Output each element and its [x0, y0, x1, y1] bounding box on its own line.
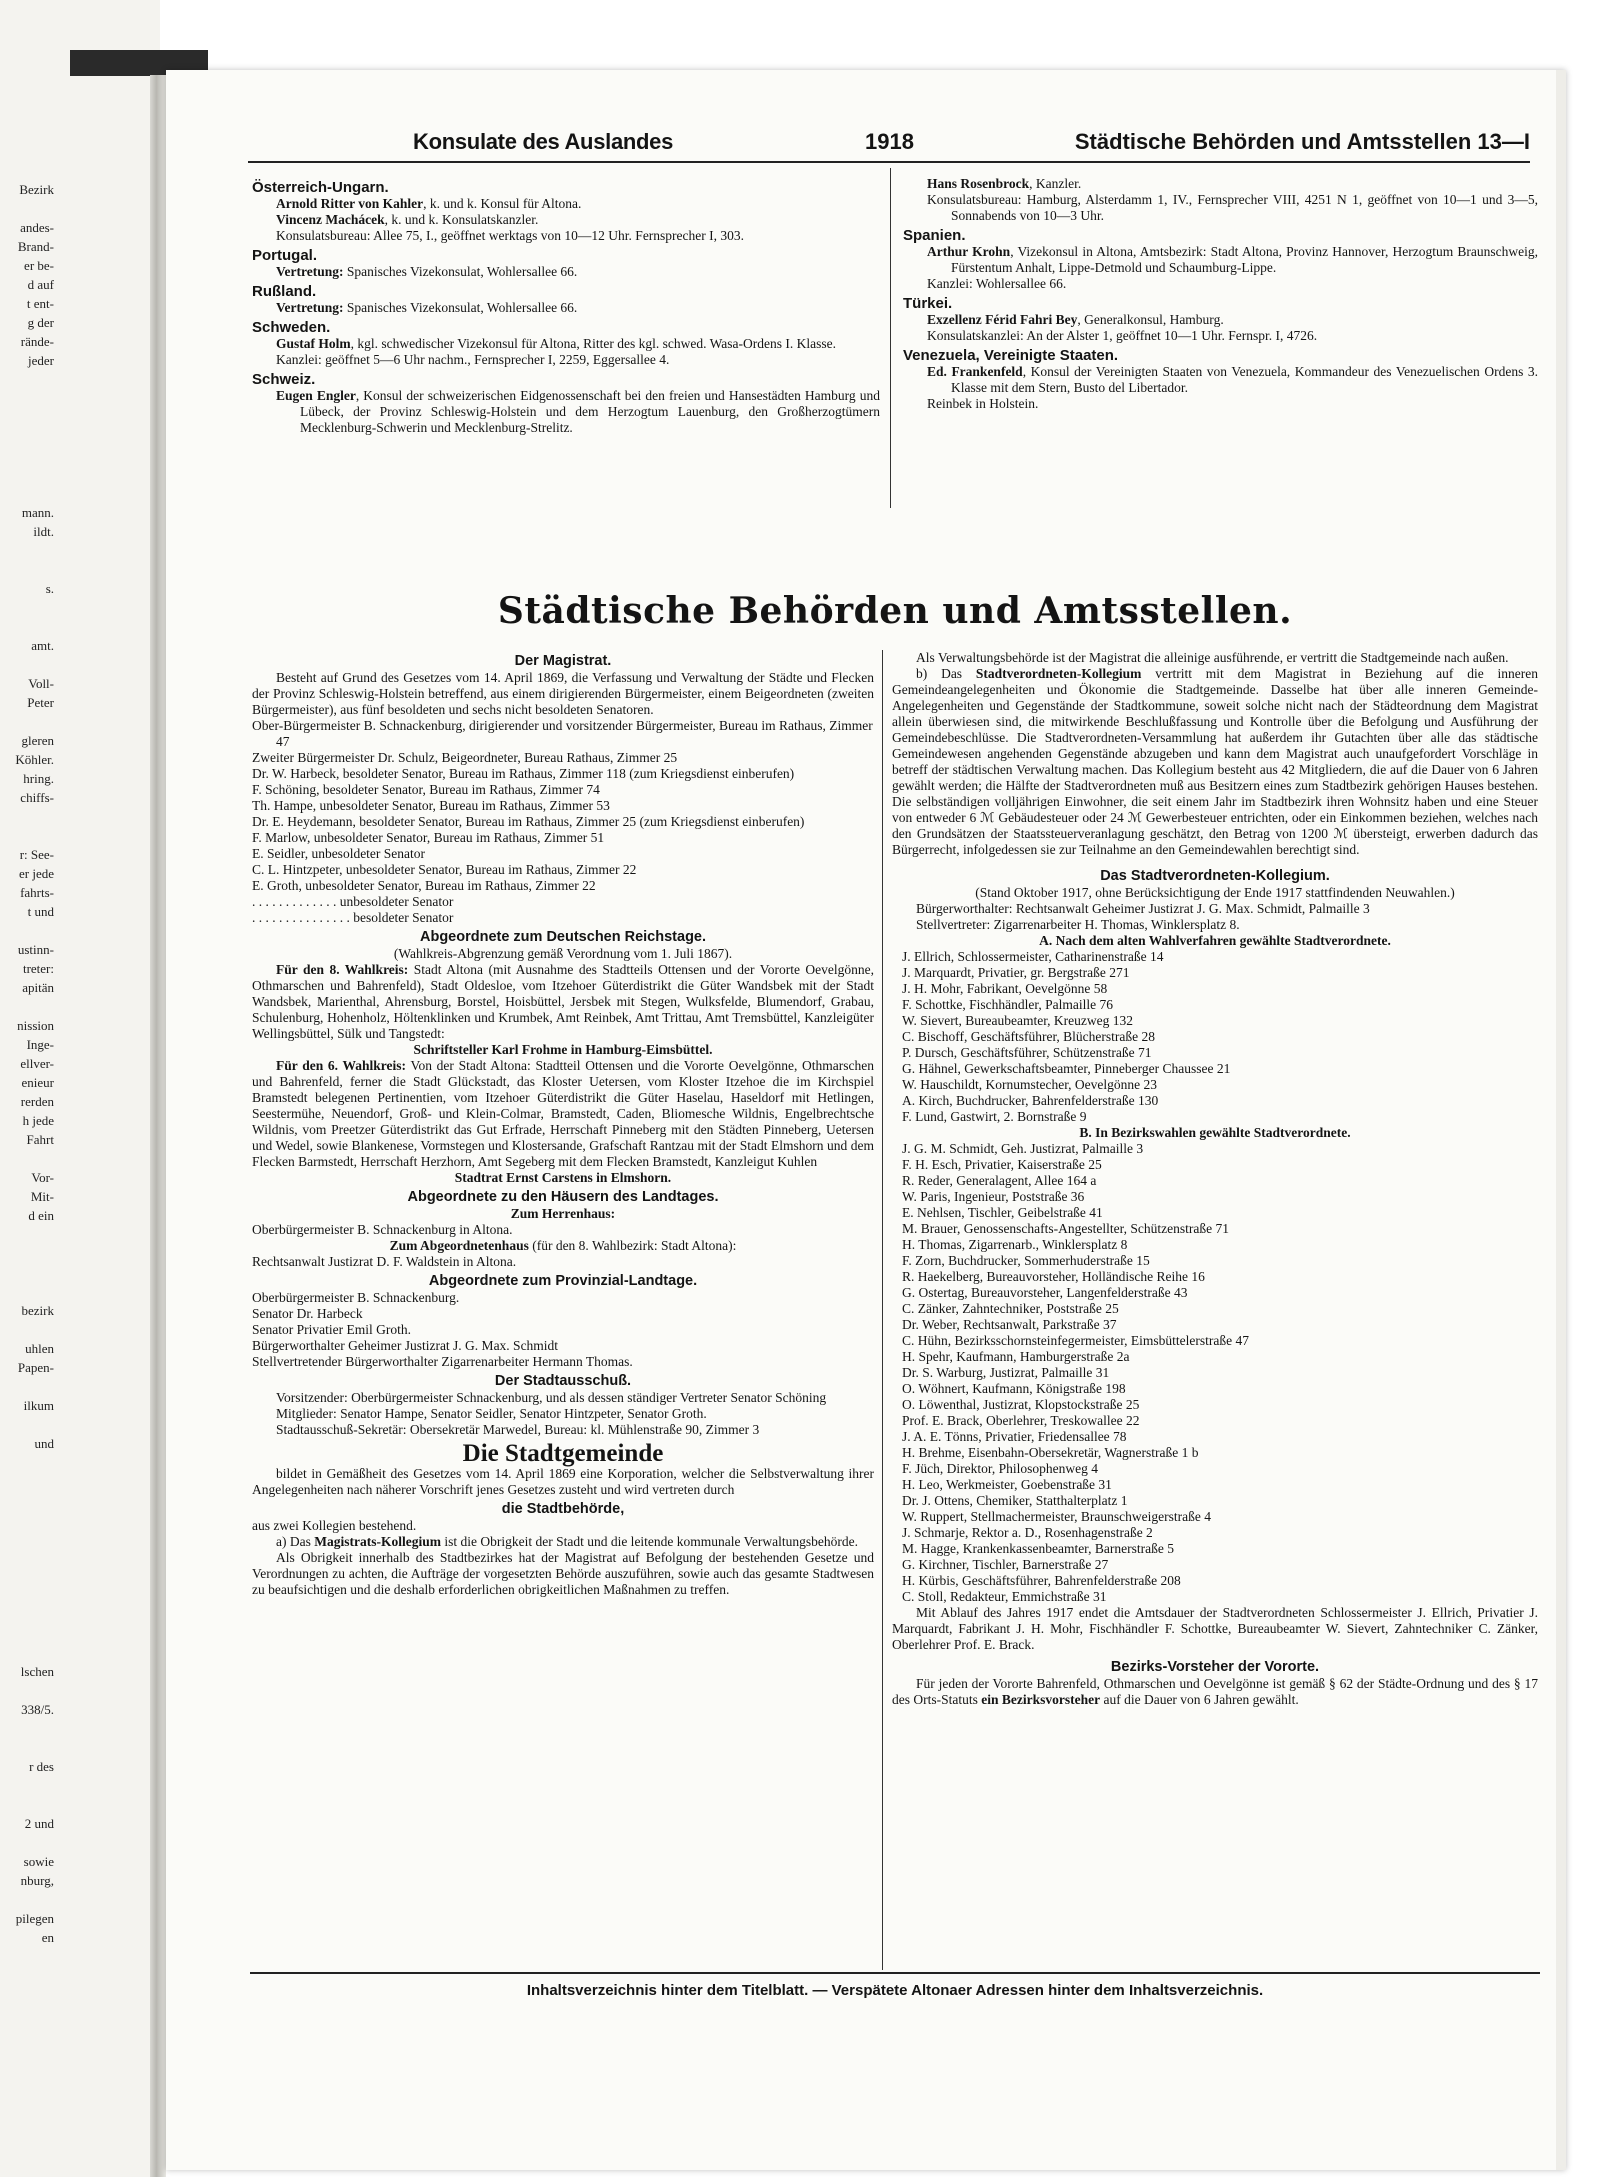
margin-fragment: fahrts-: [20, 885, 54, 900]
margin-fragment: enieur: [21, 1075, 54, 1090]
right-column: [892, 650, 1538, 1708]
margin-fragment: Inge-: [26, 1037, 54, 1052]
magistrat-intro: Besteht auf Grund des Gesetzes vom 14. April 1869, die Verfassung und Verwaltung der Städte und Flecken der Provinz Schleswig-Holstein betreffend, aus einem dirigierenden Bürgermeister, einem Beigeordneten (zweiten Bürgermeister), aus fünf besoldeten und sechs nicht besoldeten Senatoren.: [252, 670, 874, 717]
consulate-text: Spanisches Vizekonsulat, Wohlersallee 66.: [343, 300, 578, 315]
margin-fragment: [0, 1605, 54, 1624]
consulate-text: Kanzlei: geöffnet 5—6 Uhr nachm., Fernsprecher I, 2259, Eggersallee 4.: [276, 352, 670, 367]
consulate-entry: [252, 196, 880, 212]
margin-fragment: h jede: [22, 1113, 54, 1128]
margin-fragment: treter:: [22, 961, 54, 976]
margin-fragment: und: [34, 1436, 54, 1451]
consulate-text: Konsulatskanzlei: An der Alster 1, geöffnet 10—1 Uhr. Fernspr. I, 4726.: [927, 328, 1318, 343]
margin-fragment: [0, 484, 54, 503]
stadtverordneter: J. Schmarje, Rektor a. D., Rosenhagenstraße 2: [902, 1525, 1153, 1540]
consul-name: Vertretung:: [276, 300, 344, 315]
margin-fragment: d auf: [27, 277, 54, 292]
para-a-prefix: a) Das: [276, 1534, 315, 1549]
margin-fragment: rände-: [20, 334, 54, 349]
margin-fragment: [0, 826, 54, 845]
stadtverordneter: Dr. S. Warburg, Justizrat, Palmaille 31: [902, 1365, 1110, 1380]
margin-fragment: [0, 1263, 54, 1282]
stadtverordneter: H. Thomas, Zigarrenarb., Winklersplatz 8: [902, 1237, 1128, 1252]
margin-fragment: [0, 408, 54, 427]
margin-fragment: [0, 1225, 54, 1244]
stadtverordneter: F. Lund, Gastwirt, 2. Bornstraße 9: [902, 1109, 1087, 1124]
stadtverordneter: W. Sievert, Bureaubeamter, Kreuzweg 132: [902, 1013, 1134, 1028]
margin-fragment: [0, 1586, 54, 1605]
stadtverordneter: F. Jüch, Direktor, Philosophenweg 4: [902, 1461, 1098, 1476]
country-name: Schweden.: [252, 319, 331, 336]
margin-fragment: [0, 1453, 54, 1472]
stadtverordneter: C. Hühn, Bezirksschornsteinfegermeister, Eimsbüttelerstraße 47: [902, 1333, 1249, 1348]
margin-fragment: [0, 921, 54, 940]
margin-fragment: [0, 1624, 54, 1643]
margin-fragment: [0, 1510, 54, 1529]
country-name: Spanien.: [903, 227, 966, 244]
margin-fragment: [0, 807, 54, 826]
margin-fragment: [0, 1415, 54, 1434]
magistrat-member: E. Groth, unbesoldeter Senator, Bureau im Rathaus, Zimmer 22: [252, 878, 596, 893]
margin-fragment: [0, 1244, 54, 1263]
margin-fragment: Vor-: [31, 1170, 54, 1185]
stadtverordnete-officers: [892, 901, 1538, 933]
margin-fragment: [0, 1491, 54, 1510]
margin-fragment: andes-: [20, 220, 54, 235]
margin-fragment: [0, 655, 54, 674]
stadtverordnete-a-list: [892, 949, 1538, 1125]
margin-fragment: er jede: [18, 866, 54, 881]
wahlkreis-8-label: Für den 8. Wahlkreis:: [276, 962, 409, 977]
stadtverordneter: A. Kirch, Buchdrucker, Bahrenfelderstraße 130: [902, 1093, 1159, 1108]
magistrat-member: Dr. W. Harbeck, besoldeter Senator, Bureau im Rathaus, Zimmer 118 (zum Kriegsdienst einberufen): [252, 766, 795, 781]
consulate-entry: [903, 364, 1538, 396]
consul-name: Arnold Ritter von Kahler: [276, 196, 424, 211]
margin-fragment: [0, 1738, 54, 1757]
header-year: 1918: [865, 129, 914, 154]
margin-fragment: en: [41, 1930, 54, 1945]
herrenhaus-label: Zum Herrenhaus:: [510, 1206, 616, 1221]
country-name: Türkei.: [903, 295, 953, 312]
margin-fragment: [0, 1643, 54, 1662]
consulate-text: , k. und k. Konsulatskanzler.: [384, 212, 539, 227]
wahlkreis-6-member: Stadtrat Ernst Carstens in Elmshorn.: [454, 1170, 672, 1185]
stadtausschuss-line: Stadtausschuß-Sekretär: Obersekretär Marwedel, Bureau: kl. Mühlenstraße 90, Zimmer 3: [276, 1422, 760, 1437]
magistrat-heading: Der Magistrat.: [514, 653, 612, 669]
consulate-entry: [252, 388, 880, 436]
margin-fragment: Bezirk: [19, 182, 54, 197]
margin-fragment: [0, 1681, 54, 1700]
margin-fragment: chiffs-: [20, 790, 54, 805]
para-a-text: ist die Obrigkeit der Stadt und die leitende kommunale Verwaltungsbehörde.: [440, 1534, 858, 1549]
margin-fragment: ustinn-: [17, 942, 54, 957]
margin-fragment: d ein: [28, 1208, 54, 1223]
margin-fragment: [0, 1320, 54, 1339]
margin-fragment: [0, 1377, 54, 1396]
margin-fragment: apitän: [22, 980, 54, 995]
wahlkreis-6: [252, 1058, 874, 1170]
stadtverordneter: J. G. M. Schmidt, Geh. Justizrat, Palmaille 3: [902, 1141, 1144, 1156]
consulate-text: , Vizekonsul in Altona, Amtsbezirk: Stadt Altona, Provinz Hannover, Herzogtum Braunschweig, Fürstentum Anhalt, Lippe-Detmold und Schaumburg-Lippe.: [951, 244, 1538, 275]
margin-fragment: hring.: [23, 771, 54, 786]
consulate-text: , Kanzler.: [1029, 176, 1082, 191]
bezirksvorsteher-text-b: auf die Dauer von 6 Jahren gewählt.: [1100, 1692, 1299, 1707]
stadtverordnete-note: (Stand Oktober 1917, ohne Berücksichtigung der Ende 1917 stattfindenden Neuwahlen.): [975, 885, 1455, 900]
para-a-name: Magistrats-Kollegium: [314, 1534, 441, 1549]
magistrat-member: E. Seidler, unbesoldeter Senator: [252, 846, 426, 861]
provinzial-member: Senator Privatier Emil Groth.: [252, 1322, 411, 1337]
stadtverordneter: M. Brauer, Genossenschafts-Angestellter, Schützenstraße 71: [902, 1221, 1229, 1236]
margin-fragment: [0, 541, 54, 560]
margin-fragment: nission: [17, 1018, 54, 1033]
para-b-name: Stadtverordneten-Kollegium: [975, 666, 1142, 681]
margin-fragment: [0, 199, 54, 218]
margin-fragment: sowie: [23, 1854, 54, 1869]
stadtverordneter: Dr. J. Ottens, Chemiker, Statthalterplatz 1: [902, 1493, 1128, 1508]
magistrats-obrigkeit-para: Als Obrigkeit innerhalb des Stadtbezirkes hat der Magistrat auf Befolgung der bestehenden Gesetze und Verordnungen zu achten, die Aufträge der vorgesetzten Behörde auszuführen, sowie auch das gesamte Stadtwesen zu beaufsichtigen und die deshalb erforderlichen obrigkeitlichen Maßnahmen zu treffen.: [252, 1550, 874, 1597]
provinzial-members: [252, 1290, 874, 1370]
margin-fragment: g der: [27, 315, 54, 330]
stadtverordneter: F. H. Esch, Privatier, Kaiserstraße 25: [902, 1157, 1102, 1172]
consul-name: Vincenz Machácek: [276, 212, 385, 227]
consulates-right-column: [903, 176, 1538, 412]
stadtausschuss-heading: Der Stadtausschuß.: [494, 1373, 632, 1389]
margin-fragment: ilkum: [23, 1398, 54, 1413]
margin-fragment: Voll-: [28, 676, 54, 691]
stadtverordneter: W. Hauschildt, Kornumstecher, Oevelgönne 23: [902, 1077, 1158, 1092]
country-name: Rußland.: [252, 283, 317, 300]
stadtverordneter: F. Zorn, Buchdrucker, Sommerhuderstraße 15: [902, 1253, 1150, 1268]
stadtverordneter: J. Marquardt, Privatier, gr. Bergstraße 271: [902, 965, 1130, 980]
magistrats-kollegium-para: [252, 1534, 874, 1550]
stadtverordneter: J. A. E. Tönns, Privatier, Friedensallee 78: [902, 1429, 1127, 1444]
margin-fragment: Fahrt: [26, 1132, 54, 1147]
consul-name: Exzellenz Férid Fahri Bey: [927, 312, 1078, 327]
country-name: Schweiz.: [252, 371, 316, 388]
margin-fragment: bezirk: [21, 1303, 54, 1318]
margin-fragment: 338/5.: [21, 1702, 54, 1717]
stadtverordneter: G. Kirchner, Tischler, Barnerstraße 27: [902, 1557, 1109, 1572]
margin-fragment: [0, 712, 54, 731]
stadtverordnete-officer: Bürgerworthalter: Rechtsanwalt Geheimer Justizrat J. G. Max. Schmidt, Palmaille 3: [916, 901, 1370, 916]
consulate-entry: [903, 176, 1538, 192]
stadtverordneter: G. Hähnel, Gewerkschaftsbeamter, Pinneberger Chaussee 21: [902, 1061, 1231, 1076]
consulate-text: , k. und k. Konsul für Altona.: [423, 196, 582, 211]
amtsdauer-para: Mit Ablauf des Jahres 1917 endet die Amtsdauer der Stadtverordneten Schlossermeister J. Ellrich, Privatier J. Marquardt, Fabrikant J. H. Mohr, Fischhändler F. Schottke, Bureaubeamter W. Sievert, Zahntechniker C. Zänker, Oberlehrer Prof. E. Brack.: [892, 1605, 1538, 1652]
stadtverordneter: P. Dursch, Geschäftsführer, Schützenstraße 71: [902, 1045, 1152, 1060]
magistrat-member: C. L. Hintzpeter, unbesoldeter Senator, Bureau im Rathaus, Zimmer 22: [252, 862, 637, 877]
margin-fragment: pilegen: [15, 1911, 54, 1926]
margin-fragment: [0, 1795, 54, 1814]
abgeordnetenhaus-text: (für den 8. Wahlbezirk: Stadt Altona):: [528, 1238, 737, 1253]
margin-fragment: Köhler.: [15, 752, 54, 767]
left-column: [252, 650, 874, 1598]
para-b-text: vertritt mit dem Magistrat in Beziehung auf die inneren Gemeindeangelegenheiten und Ökonomie die Stadtgemeinde. Dasselbe hat über alle inneren Gemeinde-Angelegenheiten und Gegenstände der Stadtkommune, soweit solche nicht nach der Städteordnung dem Magistrat allein überwiesen sind, die mitwirkende Beschlußfassung und Kontrolle über die Befolgung und Ausführung der Gemeindebeschlüsse. Die Stadtverordneten-Versammlung hat außerdem ihr Gutachten über alle das städtische Gemeindewesen angehenden Gegenstände abzugeben und kann dem Magistrat auch unaufgefordert Vorschläge in betreff der städtischen Verwaltung machen. Das Kollegium besteht aus 42 Mitgliedern, die auf die Dauer von 6 Jahren gewählt werden; die Hälfte der Stadtverordneten muß aus Besitzern eines zum Stadtbezirk gehörigen Hauses bestehen. Die selbständigen volljährigen Einwohner, die seit einem Jahr im Stadtbezirk ihren Wohnsitz haben und eine Steuer von entweder 6 ℳ Gebäudesteuer oder 24 ℳ Gewerbesteuer entrichten, oder ein Einkommen beziehen, welches nach den Grundsätzen der Staatssteuerveranlagung geschätzt, den Betrag von 1200 ℳ übersteigt, erwerben dadurch das Bürgerrecht, infolgedessen sie zur Teilnahme an den Gemeindewahlen berechtigt sind.: [892, 666, 1538, 857]
consulate-text: Konsulatsbureau: Allee 75, I., geöffnet werktags von 10—12 Uhr. Fernsprecher I, 303.: [276, 228, 745, 243]
previous-page-margin-text: [0, 180, 54, 1947]
bezirksvorsteher-para: [892, 1676, 1538, 1708]
consulate-text: , kgl. schwedischer Vizekonsul für Altona, Ritter des kgl. schwed. Wasa-Ordens I. Klasse.: [350, 336, 837, 351]
margin-fragment: ellver-: [20, 1056, 54, 1071]
stadtverordneter: W. Ruppert, Stellmachermeister, Braunschweigerstraße 4: [902, 1509, 1211, 1524]
stadtverordneter: H. Brehme, Eisenbahn-Obersekretär, Wagnerstraße 1 b: [902, 1445, 1199, 1460]
wahlkreis-8-member: Schriftsteller Karl Frohme in Hamburg-Eimsbüttel.: [413, 1042, 713, 1057]
provinzial-member: Oberbürgermeister B. Schnackenburg.: [252, 1290, 460, 1305]
reichstag-heading: Abgeordnete zum Deutschen Reichstage.: [419, 929, 707, 945]
stadtausschuss-line: Mitglieder: Senator Hampe, Senator Seidler, Senator Hintzpeter, Senator Groth.: [276, 1406, 707, 1421]
stadtverordneter: R. Haekelberg, Bureauvorsteher, Holländische Reihe 16: [902, 1269, 1205, 1284]
margin-fragment: t und: [27, 904, 54, 919]
stadtverordneter: C. Zänker, Zahntechniker, Poststraße 25: [902, 1301, 1119, 1316]
consulate-text: , Generalkonsul, Hamburg.: [1077, 312, 1224, 327]
magistrat-member: Dr. E. Heydemann, besoldeter Senator, Bureau im Rathaus, Zimmer 25 (zum Kriegsdienst einberufen): [252, 814, 805, 829]
margin-fragment: [0, 1833, 54, 1852]
consulate-text: Kanzlei: Wohlersallee 66.: [927, 276, 1067, 291]
magistrat-member: Th. Hampe, unbesoldeter Senator, Bureau im Rathaus, Zimmer 53: [252, 798, 610, 813]
margin-fragment: s.: [45, 581, 54, 596]
consulate-entry: [252, 228, 880, 244]
margin-fragment: [0, 1567, 54, 1586]
margin-fragment: [0, 370, 54, 389]
abgeordnetenhaus-label: Zum Abgeordnetenhaus: [389, 1238, 529, 1253]
stadtverordnete-officer: Stellvertreter: Zigarrenarbeiter H. Thomas, Winklersplatz 8.: [916, 917, 1240, 932]
margin-fragment: [0, 389, 54, 408]
stadtverordneter: H. Kürbis, Geschäftsführer, Bahrenfelderstraße 208: [902, 1573, 1181, 1588]
provinzial-heading: Abgeordnete zum Provinzial-Landtage.: [428, 1273, 698, 1289]
margin-fragment: [0, 1548, 54, 1567]
consulate-text: Konsulatsbureau: Hamburg, Alsterdamm 1, IV., Fernsprecher VIII, 4251 N 1, geöffnet von 10—1 und 3—5, Sonnabends von 10—3 Uhr.: [927, 192, 1538, 223]
margin-fragment: r des: [29, 1759, 54, 1774]
provinzial-member: Stellvertretender Bürgerworthalter Zigarrenarbeiter Hermann Thomas.: [252, 1354, 633, 1369]
margin-fragment: 2 und: [24, 1816, 54, 1831]
margin-fragment: jeder: [28, 353, 54, 368]
consulate-entry: [252, 264, 880, 280]
consulate-text: , Konsul der schweizerischen Eidgenossenschaft bei den freien und Hansestädten Hamburg und Lübeck, der Provinz Schleswig-Holstein und dem Herzogtum Lauenburg, den Großherzogtümern Mecklenburg-Schwerin und Mecklenburg-Strelitz.: [300, 388, 880, 435]
stadtverordneter: O. Löwenthal, Justizrat, Klopstockstraße 25: [902, 1397, 1140, 1412]
margin-fragment: mann.: [21, 505, 54, 520]
stadtverordneter: C. Bischoff, Geschäftsführer, Blücherstraße 28: [902, 1029, 1156, 1044]
magistrat-members: [252, 718, 874, 926]
stadtverordneter: O. Wöhnert, Kaufmann, Königstraße 198: [902, 1381, 1126, 1396]
margin-fragment: rerden: [20, 1094, 54, 1109]
consul-name: Vertretung:: [276, 264, 344, 279]
bezirksvorsteher-heading: Bezirks-Vorsteher der Vororte.: [1110, 1659, 1320, 1675]
margin-fragment: Brand-: [17, 239, 54, 254]
country-name: Portugal.: [252, 247, 318, 264]
consulate-entry: [252, 212, 880, 228]
margin-fragment: [0, 427, 54, 446]
stadtverordneter: H. Spehr, Kaufmann, Hamburgerstraße 2a: [902, 1349, 1130, 1364]
margin-fragment: [0, 997, 54, 1016]
margin-fragment: Peter: [27, 695, 54, 710]
stadtverordneten-para: [892, 666, 1538, 858]
reichstag-note: (Wahlkreis-Abgrenzung gemäß Verordnung vom 1. Juli 1867).: [393, 946, 733, 961]
consulate-entry: [252, 336, 880, 352]
margin-fragment: [0, 1719, 54, 1738]
provinzial-member: Bürgerworthalter Geheimer Justizrat J. G. Max. Schmidt: [252, 1338, 559, 1353]
magistrat-member: . . . . . . . . . . . . . . . besoldeter Senator: [252, 910, 454, 925]
stadtverordneter: W. Paris, Ingenieur, Poststraße 36: [902, 1189, 1085, 1204]
header-left-title: Konsulate des Auslandes: [413, 129, 674, 154]
consulate-entry: [903, 312, 1538, 328]
consulate-entry: [903, 244, 1538, 276]
stadtverordneter: G. Ostertag, Bureauvorsteher, Langenfelderstraße 43: [902, 1285, 1188, 1300]
margin-fragment: [0, 1472, 54, 1491]
consulate-text: Reinbek in Holstein.: [927, 396, 1039, 411]
wahlkreis-6-text: Von der Stadt Altona: Stadtteil Ottensen und die Vororte Oevelgönne, Othmarschen und Bahrenfeld, ferner die Stadt Glückstadt, das Kloster Uetersen, vom Kloster Itzehoe die im Kirchspiel Bramstedt belegenen Pertinentien, vom Itzehoer Güterdistrikt die Güter Haselau, Haseldorf mit Hetlingen, Seestermühe, Neuendorf, Groß- und Klein-Colmar, Bramstedt, Caden, Bliomesche Wildnis, Engelbrechtsche Wildnis, vom Preetzer Güterdistrikt das Gut Erfrade, Herrschaft Pinneberg mit den Städten Pinneberg, Uetersen und Wedel, sowie Blankenese, Vormstegen und Klostersande, Grafschaft Rantzau mit der Stadt Elmshorn und dem Flecken Barmstedt, Herrschaft Herzhorn, Amt Segeberg mit dem Flecken Bramstedt, Kanzleigut Kuhlen: [252, 1058, 874, 1169]
stadtverordnete-b-list: [892, 1141, 1538, 1605]
wahlverfahren-b-heading: B. In Bezirkswahlen gewählte Stadtverordnete.: [1079, 1125, 1351, 1140]
consul-name: Arthur Krohn: [927, 244, 1011, 259]
stadtausschuss-lines: [252, 1390, 874, 1438]
stadtverordneter: H. Leo, Werkmeister, Goebenstraße 31: [902, 1477, 1112, 1492]
margin-fragment: amt.: [31, 638, 54, 653]
wahlkreis-8-text: Stadt Altona (mit Ausnahme des Stadtteils Ottensen und der Vororte Oevelgönne, Othmarschen und Bahrenfeld), Stadt Oldesloe, vom Itzehoer Güterdistrikt die Güter Wandsbek mit der Stadt Wandsbek, Marienthal, Ahrensburg, Borstel, Hoisbüttel, Jersbek mit Stegen, Wulksfelde, Blumendorf, Grabau, Schulenburg, Hohenholz, Höltenklinken und Krumbek, Amt Reinbek, Amt Trittau, Amt Tremsbüttel, Kanzleigüter Wellingsbüttel, Sülk und Tangstedt:: [252, 962, 875, 1041]
section-title: Städtische Behörden und Amtsstellen.: [497, 590, 1293, 632]
margin-fragment: [0, 617, 54, 636]
margin-fragment: Papen-: [17, 1360, 54, 1375]
margin-fragment: Mit-: [30, 1189, 54, 1204]
stadtverordneter: R. Reder, Generalagent, Allee 164 a: [902, 1173, 1097, 1188]
margin-fragment: [0, 1149, 54, 1168]
margin-fragment: [0, 465, 54, 484]
column-divider-main: [882, 650, 883, 1970]
stadtgemeinde-intro: bildet in Gemäßheit des Gesetzes vom 14. April 1869 eine Korporation, welcher die Selbstverwaltung ihrer Angelegenheiten nach näherer Vorschrift jenes Gesetzes zusteht und wird vertreten durch: [252, 1466, 874, 1497]
stadtverordneter: E. Nehlsen, Tischler, Geibelstraße 41: [902, 1205, 1103, 1220]
magistrat-member: F. Marlow, unbesoldeter Senator, Bureau im Rathaus, Zimmer 51: [252, 830, 605, 845]
consulate-text: Spanisches Vizekonsulat, Wohlersallee 66.: [343, 264, 578, 279]
abgeordnetenhaus-line: [252, 1238, 874, 1254]
header-right-title: Städtische Behörden und Amtsstellen 13—I: [1074, 129, 1530, 154]
margin-fragment: nburg,: [20, 1873, 54, 1888]
margin-fragment: [0, 1776, 54, 1795]
margin-fragment: [0, 560, 54, 579]
column-divider-top: [890, 168, 891, 508]
margin-fragment: r: See-: [19, 847, 54, 862]
margin-fragment: er be-: [24, 258, 54, 273]
landtag-heading: Abgeordnete zu den Häusern des Landtages.: [407, 1189, 719, 1205]
stadtverordneter: C. Stoll, Redakteur, Emmichstraße 31: [902, 1589, 1107, 1604]
provinzial-member: Senator Dr. Harbeck: [252, 1306, 363, 1321]
stadtverordneter: J. H. Mohr, Fabrikant, Oevelgönne 58: [902, 981, 1108, 996]
herrenhaus-member: Oberbürgermeister B. Schnackenburg in Altona.: [252, 1222, 513, 1237]
consulate-entry: [903, 328, 1538, 344]
margin-fragment: t ent-: [26, 296, 54, 311]
magistrat-member: . . . . . . . . . . . . . unbesoldeter Senator: [252, 894, 454, 909]
bezirksvorsteher-text-a: Für jeden der Vororte Bahrenfeld, Othmarschen und Oevelgönne ist gemäß § 62 der Städte-Ordnung und des § 17 des Orts-Statuts: [892, 1676, 1538, 1707]
country-name: Venezuela, Vereinigte Staaten.: [903, 347, 1119, 364]
para-b-prefix: b) Das: [916, 666, 976, 681]
magistrat-member: Ober-Bürgermeister B. Schnackenburg, dirigierender und vorsitzender Bürgermeister, Bureau im Rathaus, Zimmer 47: [252, 718, 873, 749]
stadtverordnete-heading: Das Stadtverordneten-Kollegium.: [1100, 868, 1330, 884]
margin-fragment: [0, 1890, 54, 1909]
margin-fragment: [0, 1282, 54, 1301]
stadtverordneter: Prof. E. Brack, Oberlehrer, Treskowallee 22: [902, 1413, 1140, 1428]
margin-fragment: gleren: [21, 733, 54, 748]
margin-fragment: uhlen: [25, 1341, 54, 1356]
wahlkreis-8: [252, 962, 874, 1042]
bezirksvorsteher-bold: ein Bezirksvorsteher: [981, 1692, 1101, 1707]
consulate-entry: [252, 352, 880, 368]
stadtausschuss-line: Vorsitzender: Oberbürgermeister Schnackenburg, und als dessen ständiger Vertreter Senator Schöning: [276, 1390, 827, 1405]
consul-name: Hans Rosenbrock: [927, 176, 1030, 191]
abgeordnetenhaus-member: Rechtsanwalt Justizrat D. F. Waldstein in Altona.: [252, 1254, 517, 1269]
book-gutter: [150, 75, 166, 2177]
wahlverfahren-a-heading: A. Nach dem alten Wahlverfahren gewählte Stadtverordnete.: [1039, 933, 1391, 948]
stadtverordneter: Dr. Weber, Rechtsanwalt, Parkstraße 37: [902, 1317, 1117, 1332]
running-header: [248, 125, 1530, 163]
margin-fragment: [0, 598, 54, 617]
stadtverordneter: F. Schottke, Fischhändler, Palmaille 76: [902, 997, 1113, 1012]
stadtbehoerde-intro: aus zwei Kollegien bestehend.: [252, 1518, 417, 1533]
consulate-entry: [903, 276, 1538, 292]
country-name: Österreich-Ungarn.: [252, 179, 389, 196]
stadtgemeinde-title: Die Stadtgemeinde: [462, 1440, 664, 1467]
consulates-left-column: [252, 176, 880, 436]
consulate-text: , Konsul der Vereinigten Staaten von Venezuela, Kommandeur des Venezuelischen Ordens 3. Klasse mit dem Stern, Busto del Libertador.: [951, 364, 1538, 395]
magistrat-member: F. Schöning, besoldeter Senator, Bureau im Rathaus, Zimmer 74: [252, 782, 600, 797]
verwaltungsbehoerde-para: Als Verwaltungsbehörde ist der Magistrat die alleinige ausführende, er vertritt die Stadtgemeinde nach außen.: [916, 650, 1509, 665]
stadtverordneter: M. Hagge, Krankenkassenbeamter, Barnerstraße 5: [902, 1541, 1174, 1556]
consul-name: Ed. Frankenfeld: [927, 364, 1023, 379]
margin-fragment: ildt.: [33, 524, 54, 539]
consulate-entry: [903, 396, 1538, 412]
margin-fragment: [0, 1529, 54, 1548]
wahlkreis-6-label: Für den 6. Wahlkreis:: [276, 1058, 406, 1073]
margin-fragment: [0, 446, 54, 465]
consul-name: Gustaf Holm: [276, 336, 351, 351]
consul-name: Eugen Engler: [276, 388, 356, 403]
magistrat-member: Zweiter Bürgermeister Dr. Schulz, Beigeordneter, Bureau Rathaus, Zimmer 25: [252, 750, 678, 765]
consulate-entry: [252, 300, 880, 316]
stadtverordneter: J. Ellrich, Schlossermeister, Catharinenstraße 14: [902, 949, 1164, 964]
stadtbehoerde-heading: die Stadtbehörde,: [501, 1501, 625, 1517]
page-edge: [1556, 70, 1566, 2170]
consulate-entry: [903, 192, 1538, 224]
page-footer: Inhaltsverzeichnis hinter dem Titelblatt. — Verspätete Altonaer Adressen hinter dem Inhaltsverzeichnis.: [250, 1972, 1540, 1999]
margin-fragment: lschen: [20, 1664, 54, 1679]
